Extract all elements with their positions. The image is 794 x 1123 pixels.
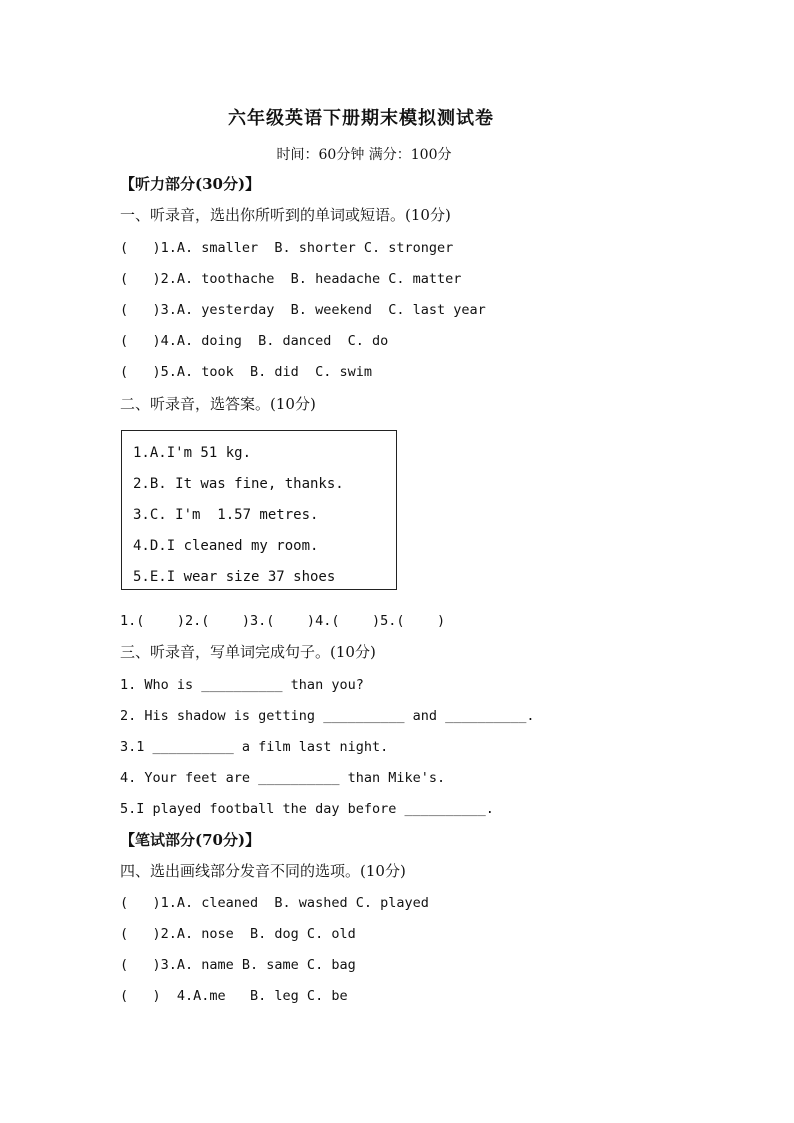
listening-part-label: 【听力部分(30分)】 bbox=[120, 175, 261, 193]
answer-option: 2.B. It was fine, thanks. bbox=[133, 476, 344, 492]
section4-heading: 四、选出画线部分发音不同的选项。(10分) bbox=[120, 862, 406, 880]
section4-item: ( ) 4.A.me B. leg C. be bbox=[120, 988, 348, 1004]
answer-options-box bbox=[121, 430, 397, 590]
section3-item: 5.I played football the day before __________. bbox=[120, 801, 494, 817]
section1-item: ( )4.A. doing B. danced C. do bbox=[120, 333, 389, 349]
section3-item: 1. Who is __________ than you? bbox=[120, 677, 364, 693]
written-part-label: 【笔试部分(70分)】 bbox=[120, 831, 261, 849]
section1-item: ( )3.A. yesterday B. weekend C. last year bbox=[120, 302, 486, 318]
answer-option: 4.D.I cleaned my room. bbox=[133, 538, 319, 554]
section1-item: ( )1.A. smaller B. shorter C. stronger bbox=[120, 240, 454, 256]
section3-item: 2. His shadow is getting __________ and __________. bbox=[120, 708, 535, 724]
section1-item: ( )5.A. took B. did C. swim bbox=[120, 364, 372, 380]
section4-item: ( )3.A. name B. same C. bag bbox=[120, 957, 356, 973]
section2-heading: 二、听录音，选答案。(10分) bbox=[120, 395, 316, 413]
section4-item: ( )2.A. nose B. dog C. old bbox=[120, 926, 356, 942]
section4-item: ( )1.A. cleaned B. washed C. played bbox=[120, 895, 429, 911]
section3-item: 3.1 __________ a film last night. bbox=[120, 739, 389, 755]
section1-heading: 一、听录音，选出你所听到的单词或短语。(10分) bbox=[120, 206, 451, 224]
exam-time-score: 时间：60分钟 满分：100分 bbox=[276, 147, 452, 163]
answer-option: 5.E.I wear size 37 shoes bbox=[133, 569, 336, 585]
section3-heading: 三、听录音，写单词完成句子。(10分) bbox=[120, 643, 376, 661]
section3-item: 4. Your feet are __________ than Mike's. bbox=[120, 770, 446, 786]
exam-title: 六年级英语下册期末模拟测试卷 bbox=[228, 108, 494, 129]
section1-item: ( )2.A. toothache B. headache C. matter bbox=[120, 271, 462, 287]
answer-option: 3.C. I'm 1.57 metres. bbox=[133, 507, 319, 523]
section2-answer-row: 1.( )2.( )3.( )4.( )5.( ) bbox=[120, 613, 446, 629]
answer-option: 1.A.I'm 51 kg. bbox=[133, 445, 252, 461]
